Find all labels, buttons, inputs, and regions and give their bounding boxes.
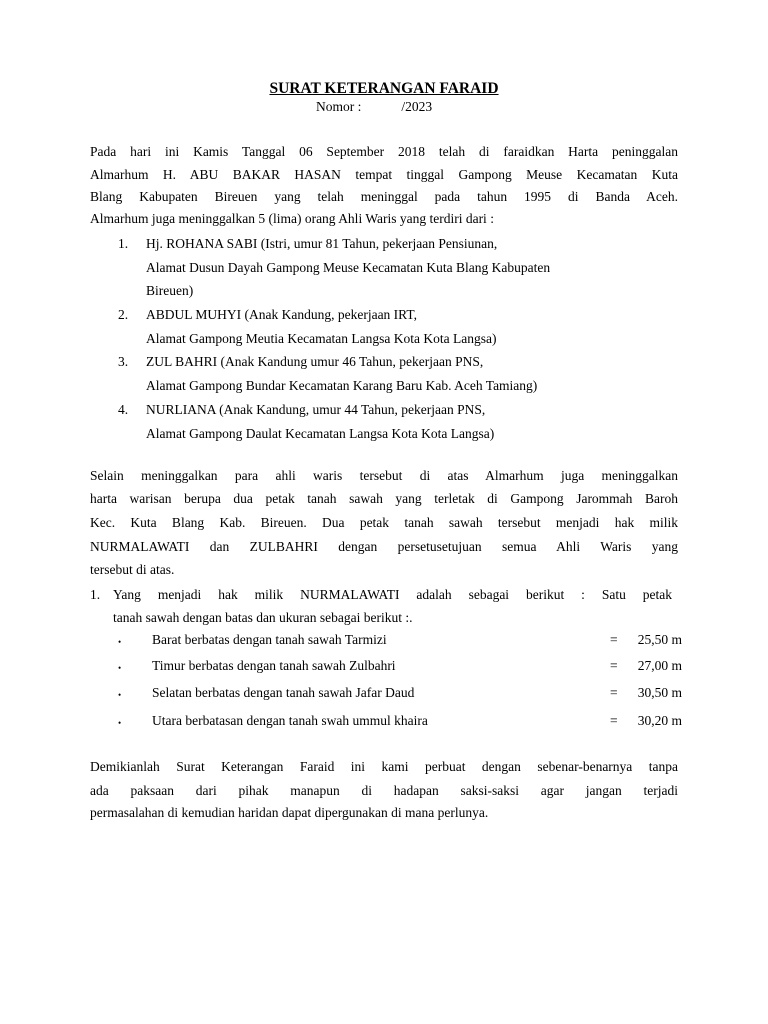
heir-number: 4. <box>118 402 129 417</box>
intro-line: Blang Kabupaten Bireuen yang telah meninggal pada tahun 1995 di Banda Aceh. <box>90 189 678 204</box>
intro-line: Pada hari ini Kamis Tanggal 06 September 2018 telah di faraidkan Harta peninggalan <box>90 144 678 159</box>
share-line: tanah sawah dengan batas dan ukuran sebagai berikut :. <box>113 610 413 625</box>
heir-line: Alamat Gampong Meutia Kecamatan Langsa Kota Kota Langsa) <box>146 331 497 346</box>
boundary-value: 25,50 m <box>637 632 682 647</box>
nomor-year: /2023 <box>401 99 433 114</box>
heir-number: 2. <box>118 307 129 322</box>
bullet-icon: • <box>118 663 122 673</box>
closing-line: ada paksaan dari pihak manapun di hadapan saksi-saksi agar jangan terjadi <box>90 783 678 798</box>
heir-line: NURLIANA (Anak Kandung, umur 44 Tahun, pekerjaan PNS, <box>146 402 486 417</box>
heir-line: ZUL BAHRI (Anak Kandung umur 46 Tahun, pekerjaan PNS, <box>146 354 484 369</box>
nomor-label: Nomor : <box>316 99 362 114</box>
intro-line: Almarhum H. ABU BAKAR HASAN tempat tinggal Gampong Meuse Kecamatan Kuta <box>90 167 678 182</box>
bullet-icon: • <box>118 718 122 728</box>
document-title: SURAT KETERANGAN FARAID <box>269 80 499 97</box>
heir-line: Hj. ROHANA SABI (Istri, umur 81 Tahun, pekerjaan Pensiunan, <box>146 236 498 251</box>
heir-line: Alamat Dusun Dayah Gampong Meuse Kecamatan Kuta Blang Kabupaten <box>146 260 551 275</box>
share-number: 1. <box>90 587 101 602</box>
inheritance-line: tersebut di atas. <box>90 562 175 577</box>
boundary-equals: = <box>610 658 618 673</box>
inheritance-line: Selain meninggalkan para ahli waris tersebut di atas Almarhum juga meninggalkan <box>90 468 678 483</box>
boundary-equals: = <box>610 685 618 700</box>
closing-line: Demikianlah Surat Keterangan Faraid ini kami perbuat dengan sebenar-benarnya tanpa <box>90 759 678 774</box>
boundary-label: Utara berbatasan dengan tanah swah ummul khaira <box>152 713 428 728</box>
heir-number: 1. <box>118 236 129 251</box>
heir-line: Alamat Gampong Daulat Kecamatan Langsa Kota Kota Langsa) <box>146 426 495 441</box>
boundary-equals: = <box>610 713 618 728</box>
heir-number: 3. <box>118 354 129 369</box>
boundary-label: Selatan berbatas dengan tanah sawah Jafar Daud <box>152 685 415 700</box>
boundary-value: 27,00 m <box>637 658 682 673</box>
share-line: Yang menjadi hak milik NURMALAWATI adalah sebagai berikut : Satu petak <box>113 587 672 602</box>
inheritance-line: harta warisan berupa dua petak tanah sawah yang terletak di Gampong Jarommah Baroh <box>90 491 678 506</box>
boundary-value: 30,50 m <box>637 685 682 700</box>
heir-line: Bireuen) <box>146 283 194 298</box>
boundary-label: Timur berbatas dengan tanah sawah Zulbahri <box>152 658 396 673</box>
bullet-icon: • <box>118 637 122 647</box>
inheritance-line: NURMALAWATI dan ZULBAHRI dengan persetusetujuan semua Ahli Waris yang <box>90 539 678 554</box>
boundary-label: Barat berbatas dengan tanah sawah Tarmizi <box>152 632 387 647</box>
document-number <box>316 99 432 115</box>
boundary-equals: = <box>610 632 618 647</box>
closing-line: permasalahan di kemudian haridan dapat dipergunakan di mana perlunya. <box>90 805 489 820</box>
inheritance-line: Kec. Kuta Blang Kab. Bireuen. Dua petak tanah sawah tersebut menjadi hak milik <box>90 515 678 530</box>
heir-line: ABDUL MUHYI (Anak Kandung, pekerjaan IRT, <box>146 307 417 322</box>
heir-line: Alamat Gampong Bundar Kecamatan Karang Baru Kab. Aceh Tamiang) <box>146 378 538 393</box>
intro-line: Almarhum juga meninggalkan 5 (lima) orang Ahli Waris yang terdiri dari : <box>90 211 494 226</box>
boundary-value: 30,20 m <box>637 713 682 728</box>
bullet-icon: • <box>118 690 122 700</box>
